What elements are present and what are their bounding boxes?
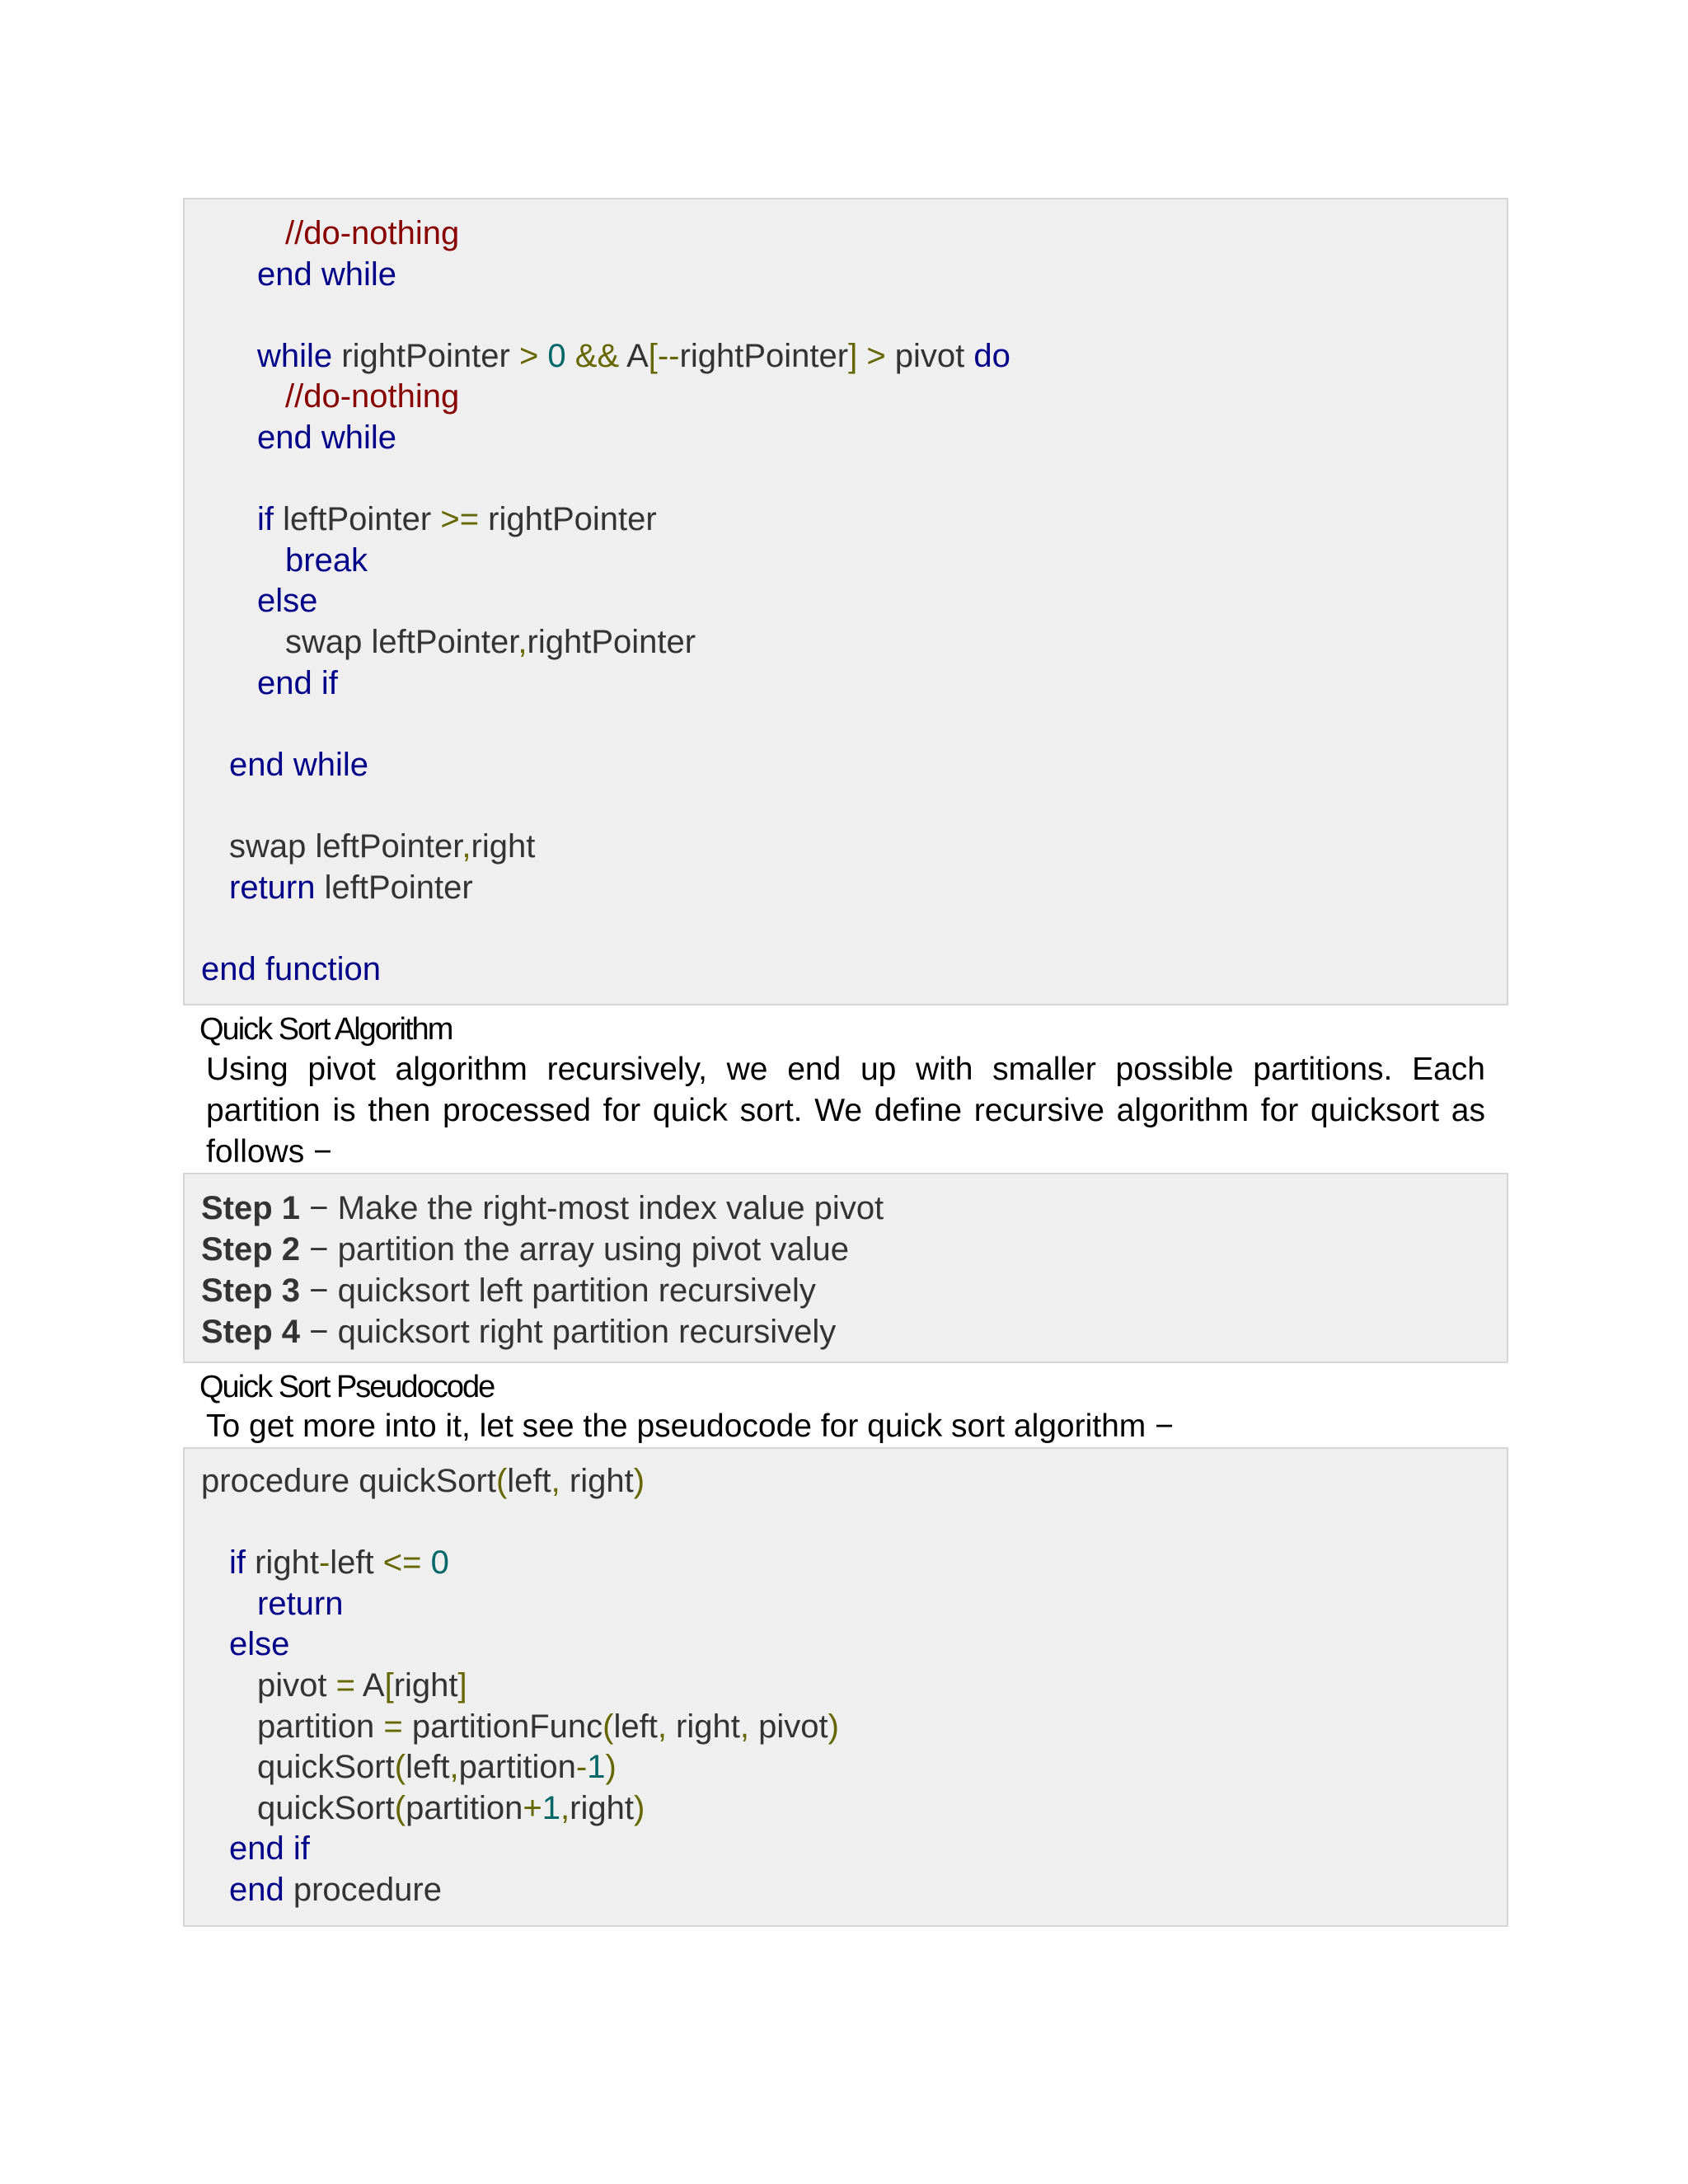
step-item (201, 1188, 884, 1229)
code-token: , (551, 1463, 560, 1499)
code-token: ) (605, 1749, 617, 1786)
heading-quick-sort-algorithm: Quick Sort Algorithm (199, 1012, 452, 1047)
code-token: if (257, 501, 274, 538)
code-token: //do-nothing (285, 215, 460, 251)
code-token: ] (848, 337, 858, 374)
heading-quick-sort-pseudocode: Quick Sort Pseudocode (199, 1370, 495, 1404)
code-token: else (257, 583, 318, 620)
code-token: pivot (885, 337, 974, 374)
code-line (201, 621, 696, 663)
code-line (201, 1828, 310, 1869)
code-token: , (518, 624, 528, 660)
code-token: end while (229, 746, 369, 783)
code-token: quickSort (257, 1749, 395, 1786)
step-label: Step 2 (201, 1231, 301, 1268)
code-token: left (507, 1463, 551, 1499)
steps-block (183, 1173, 1508, 1363)
step-item (201, 1229, 849, 1270)
step-text: − partition the array using pivot value (300, 1231, 849, 1268)
code-token: 1 (542, 1789, 560, 1826)
code-token: procedure quickSort (201, 1463, 496, 1499)
code-token: > (866, 337, 886, 374)
code-token: partition (406, 1789, 523, 1826)
code-token: >= (440, 501, 480, 538)
paragraph-quick-sort-intro: Using pivot algorithm recursively, we end up with smaller possible partitions. Each partition is then processed for quick sort. We define recursive algorithm for quicksort as follows − (206, 1052, 1485, 1169)
code-line (201, 335, 1010, 377)
code-token: , (449, 1749, 459, 1786)
step-label: Step 3 (201, 1272, 301, 1309)
step-text: − quicksort left partition recursively (300, 1272, 816, 1309)
code-token: end while (257, 419, 397, 456)
code-token: ] (457, 1667, 467, 1704)
code-token: left (330, 1544, 383, 1582)
code-token: rightPointer (527, 624, 696, 660)
code-token: left (406, 1749, 450, 1786)
code-line (201, 580, 317, 621)
code-token: - (318, 1544, 331, 1582)
code-line (201, 376, 459, 417)
code-line (201, 540, 368, 581)
code-token: = (383, 1708, 403, 1745)
code-token: //do-nothing (285, 378, 460, 415)
code-block-quicksort-procedure (183, 1447, 1508, 1927)
code-line (201, 213, 459, 254)
code-token: 1 (587, 1749, 606, 1786)
code-token: [-- (648, 337, 680, 374)
code-token: ) (633, 1789, 645, 1826)
code-token: end while (257, 255, 397, 293)
code-line (201, 663, 338, 704)
code-token: return (229, 869, 316, 906)
code-token: ) (828, 1708, 839, 1745)
code-line (201, 1542, 449, 1583)
code-line (201, 1583, 344, 1624)
code-token: end function (201, 950, 381, 987)
step-item (201, 1270, 816, 1311)
code-token: partitionFunc (402, 1708, 603, 1745)
code-line (201, 867, 473, 908)
code-token (538, 338, 547, 374)
code-token: ( (495, 1463, 508, 1499)
step-text: − quicksort right partition recursively (300, 1314, 837, 1350)
paragraph-pseudocode-intro: To get more into it, let see the pseudocode for quick sort algorithm − (206, 1408, 1174, 1444)
code-block-partition-tail (183, 198, 1508, 1005)
code-token: right (666, 1708, 740, 1745)
step-item (201, 1311, 836, 1352)
code-token (857, 338, 866, 374)
code-line (201, 1460, 645, 1502)
code-token: ( (394, 1749, 406, 1786)
code-token: right (471, 828, 536, 865)
code-line (201, 744, 368, 785)
code-token (566, 338, 575, 374)
code-token: if (229, 1544, 246, 1582)
code-token: pivot (749, 1708, 828, 1745)
code-token: partition (458, 1749, 576, 1786)
code-line (201, 1706, 839, 1747)
code-token: rightPointer (679, 337, 849, 374)
code-token: + (523, 1789, 542, 1826)
step-label: Step 4 (201, 1314, 301, 1350)
code-token: = (335, 1667, 355, 1704)
code-token: A (619, 337, 649, 374)
code-token: right (560, 1463, 634, 1499)
code-token: swap leftPointer (229, 828, 462, 865)
code-token: break (285, 541, 368, 579)
code-token: ( (603, 1708, 614, 1745)
code-token: > (518, 337, 539, 374)
code-token: , (462, 828, 471, 865)
code-token: pivot (257, 1667, 336, 1704)
code-token: end if (229, 1830, 310, 1868)
code-token: 0 (430, 1544, 449, 1582)
code-token: end (229, 1872, 284, 1908)
code-line (201, 417, 396, 458)
step-label: Step 1 (201, 1190, 301, 1226)
code-token: && (574, 337, 620, 374)
code-line (201, 1869, 442, 1910)
code-token: [ (384, 1667, 394, 1704)
code-token: A (354, 1667, 385, 1704)
code-token: right (246, 1544, 319, 1582)
code-line (201, 1746, 617, 1788)
code-token: ) (633, 1463, 645, 1499)
code-token: , (657, 1708, 667, 1745)
code-token: partition (257, 1708, 384, 1745)
code-token: else (229, 1626, 290, 1663)
code-line (201, 1665, 467, 1706)
code-token: right (570, 1789, 634, 1826)
code-token: quickSort (257, 1789, 395, 1826)
code-token: <= (382, 1544, 422, 1582)
code-token: do (973, 337, 1010, 374)
code-token: right (393, 1667, 458, 1704)
code-token: leftPointer (315, 869, 473, 906)
code-token: swap leftPointer (285, 624, 518, 660)
code-token: return (257, 1585, 344, 1622)
code-token: - (575, 1749, 588, 1786)
code-token: rightPointer (479, 501, 657, 538)
code-token: ( (394, 1789, 406, 1826)
code-token: end if (257, 664, 338, 701)
code-token: leftPointer (274, 501, 441, 538)
code-token (421, 1544, 430, 1581)
code-token: procedure (284, 1872, 442, 1908)
code-token: while (257, 337, 333, 374)
code-line (201, 826, 535, 867)
code-line (201, 254, 396, 295)
code-token: rightPointer (332, 337, 519, 374)
code-line (201, 1788, 645, 1829)
code-token: 0 (547, 337, 566, 374)
code-token: left (613, 1708, 658, 1745)
code-line (201, 949, 381, 990)
code-token: , (739, 1708, 749, 1745)
code-line (201, 499, 657, 540)
code-line (201, 1624, 289, 1665)
code-token: , (560, 1789, 570, 1826)
step-text: − Make the right-most index value pivot (300, 1190, 884, 1226)
